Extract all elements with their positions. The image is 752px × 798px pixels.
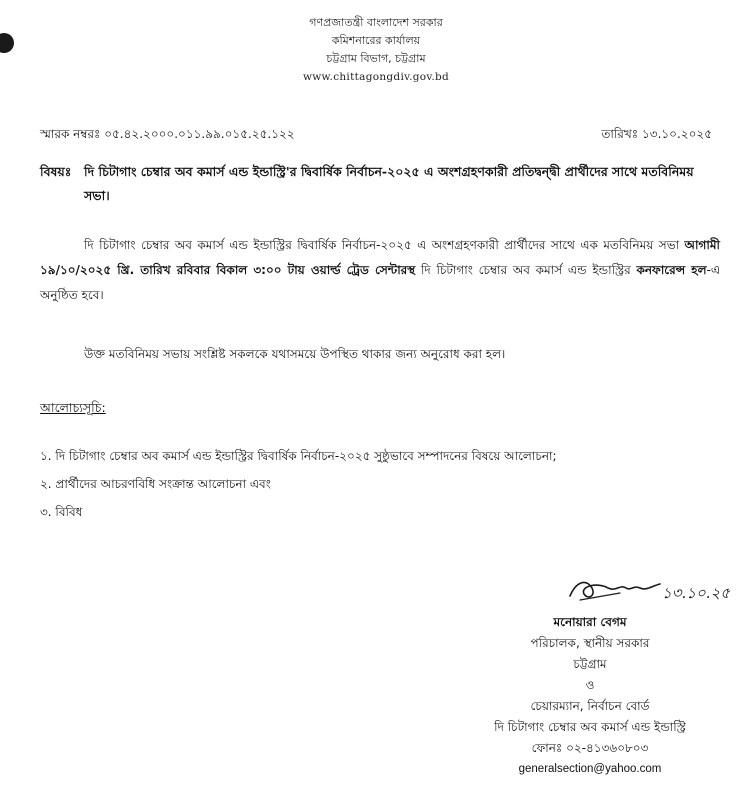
body-paragraph-1	[40, 233, 720, 308]
agenda-item: ৩. বিবিধ	[40, 505, 83, 519]
signatory-organization: দি চিটাগাং চেম্বার অব কমার্স এন্ড ইন্ডাস্ট্রি	[494, 720, 686, 734]
signatory-name: মনোয়ারা বেগম	[553, 615, 627, 629]
agenda-item: ১. দি চিটাগাং চেম্বার অব কমার্স এন্ড ইন্ডাস্ট্রির দ্বিবার্ষিক নির্বাচন-২০২৫ সুষ্ঠুভাবে সম্পাদনের বিষয়ে আলোচনা;	[40, 449, 557, 463]
para1-bold-1: আগামী ১৯/১০/২০২৫ খ্রি. তারিখ রবিবার বিকাল ৩:০০ টায় ওয়ার্ল্ড ট্রেড সেন্টারস্থ	[40, 238, 720, 277]
reference-row	[40, 126, 712, 144]
body-paragraph-2: উক্ত মতবিনিময় সভায় সংশ্লিষ্ট সকলকে যথাসময়ে উপস্থিত থাকার জন্য অনুরোধ করা হল।	[84, 347, 506, 361]
office-name: কমিশনারের কার্যালয়	[331, 34, 421, 47]
signatory-role: চেয়ারম্যান, নির্বাচন বোর্ড	[530, 699, 650, 713]
para1-text-2: দি চিটাগাং চেম্বার অব কমার্স এন্ড ইন্ডাস্ট্রির	[415, 263, 637, 277]
signatory-location: চট্টগ্রাম	[573, 657, 607, 671]
signatory-title: পরিচালক, স্থানীয় সরকার	[530, 636, 650, 650]
division-name: চট্টগ্রাম বিভাগ, চট্টগ্রাম	[326, 52, 426, 65]
signatory-email[interactable]: generalsection@yahoo.com	[518, 763, 662, 775]
agenda-list	[40, 442, 730, 526]
subject-label: বিষয়ঃ	[40, 164, 72, 179]
agenda-item: ২. প্রার্থীদের আচরণবিধি সংক্রান্ত আলোচনা এবং	[40, 477, 271, 491]
government-name: গণপ্রজাতন্ত্রী বাংলাদেশ সরকার	[309, 16, 443, 29]
para1-text-3: -এ অনুষ্ঠিত হবে।	[40, 263, 720, 302]
letterhead	[0, 14, 752, 86]
subject-block	[40, 160, 720, 208]
memo-number: স্মারক নম্বরঃ ০৫.৪২.২০০০.০১১.৯৯.০১৫.২৫.১২২	[40, 127, 295, 141]
agenda-title: আলোচ্যসূচি:	[40, 400, 106, 415]
website-link[interactable]: www.chittagongdiv.gov.bd	[302, 71, 450, 83]
subject-text: দি চিটাগাং চেম্বার অব কমার্স এন্ড ইন্ডাস্ট্রি'র দ্বিবার্ষিক নির্বাচন-২০২৫ এ অংশগ্রহণকারী প্রতিদ্বন্দ্বী প্রার্থীদের সাথে মতবিনিময় সভা।	[84, 164, 694, 203]
para1-bold-2: কনফারেন্স হল	[636, 263, 707, 277]
memo-date: তারিখঃ ১৩.১০.২০২৫	[601, 127, 712, 141]
signatory-and: ও	[585, 678, 595, 692]
signature-date: ১৩.১০.২৫	[662, 584, 730, 602]
handwritten-signature	[470, 570, 740, 610]
signatory-phone: ফোনঃ ০২-৪১৩৬০৮০৩	[531, 741, 649, 755]
para1-text-1: দি চিটাগাং চেম্বার অব কমার্স এন্ড ইন্ডাস্ট্রির দ্বিবার্ষিক নির্বাচন-২০২৫ এ অংশগ্রহণকারী প্রার্থীদের সাথে এক মতবিনিময় সভা	[84, 238, 685, 252]
